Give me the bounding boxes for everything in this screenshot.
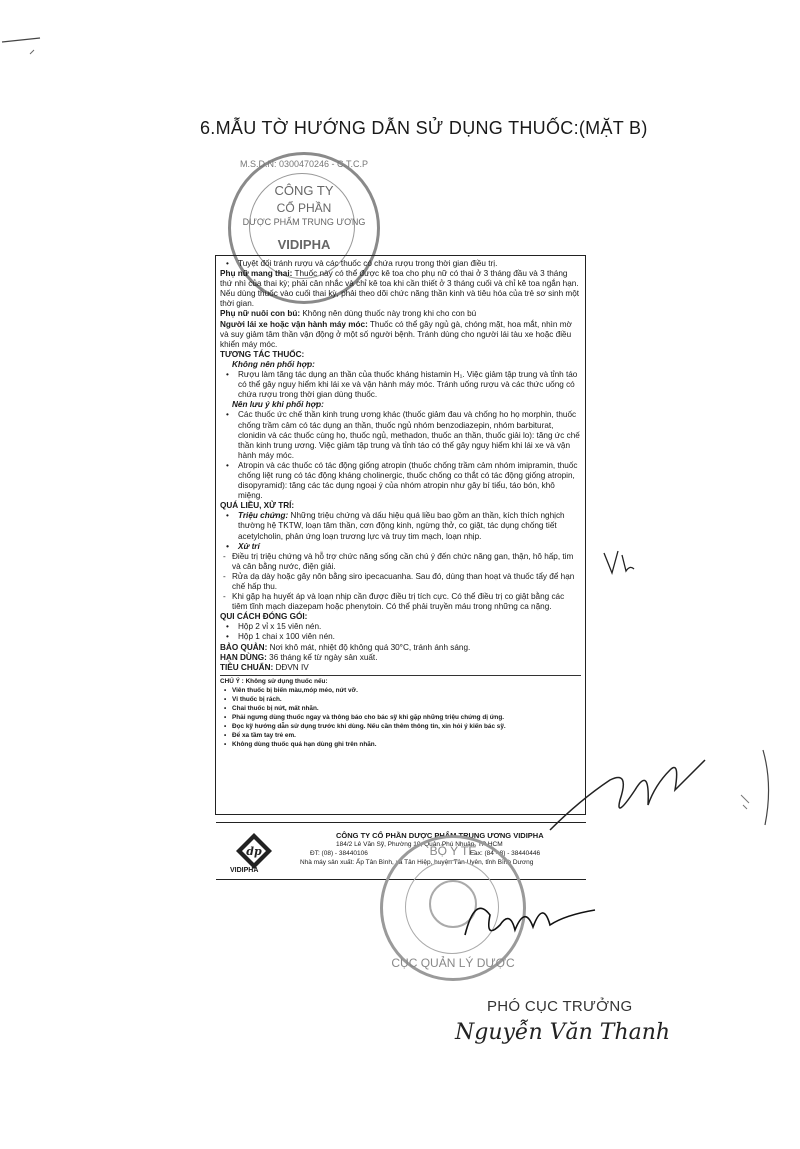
standard-label: TIÊU CHUẨN: [220,662,274,672]
pregnant-paragraph [220,269,581,309]
treatment-item-1: - Điều trị triệu chứng và hỗ trợ chức năng sống cần chú ý đến chức năng gan, thận, hô hấp, tim và cân bằng nước, điện giải. [220,552,581,572]
company-address: 184/2 Lê Văn Sỹ, Phường 10, Quận Phú Nhuận, TP HCM [336,841,503,848]
stamp-line-3: DƯỢC PHẨM TRUNG ƯƠNG [242,217,366,227]
caution-item-2: • Atropin và các thuốc có tác động giống atropin (thuốc chống trầm cảm nhóm imipramin, thuốc chống liệt rung có tác động kháng cholinergic, thuốc chống co thắt có tác động giống atropin, disopyramid): tăng các tác dụng ngoại ý của nhóm atropin như gây bí tiểu, táo bón, khô miệng. [220,461,581,501]
pregnant-label: Phụ nữ mang thai: [220,269,293,279]
standard-text: DĐVN IV [273,662,309,672]
company-fax: Fax: (84 - 8) - 38440446 [470,850,541,857]
driver-text: Thuốc có thể gây ngủ gà, chóng mặt, hoa mắt, nhìn mờ và suy giảm tâm thần vận động ở một số người bệnh. Tránh dùng cho người lái tàu xe hoặc điều khiển máy móc. [220,319,572,349]
nursing-text: Không nên dùng thuốc này trong khi cho con bú [300,309,477,319]
overdose-heading: QUÁ LIỀU, XỬ TRÍ: [220,501,295,511]
packaging-item-2: • Hộp 1 chai x 100 viên nén. [220,632,581,642]
caution-heading: Nên lưu ý khi phối hợp: [232,400,324,410]
avoid-heading: Không nên phối hợp: [232,359,315,369]
packaging-item-1: • Hộp 2 vỉ x 15 viên nén. [220,622,581,632]
company-phone: ĐT: (08) - 38440106 [310,850,368,857]
official-signature [455,885,605,955]
leaflet-alcohol-note: • Tuyệt đối tránh rượu và các thuốc có chứa rượu trong thời gian điều trị. [220,259,581,269]
interactions-heading: TƯƠNG TÁC THUỐC: [220,349,305,359]
stamp-line-1: CÔNG TY [274,183,334,198]
note-item: • Chai thuốc bị nứt, mất nhãn. [220,704,581,713]
note-item: • Để xa tầm tay trẻ em. [220,731,581,740]
standard-line [220,663,581,673]
svg-text:dp: dp [246,845,262,858]
storage-label: BẢO QUẢN: [220,642,268,652]
avoid-item-1: • Rượu làm tăng tác dụng an thần của thuốc kháng histamin H₁. Việc giảm tập trung và tỉnh táo có thể gây nguy hiểm khi lái xe và vận hành máy móc. Tránh uống rượu và các thức uống có chứa rượu trong thời gian dùng thuốc. [220,370,581,400]
driver-label: Người lái xe hoặc vận hành máy móc: [220,319,368,329]
expiry-label: HẠN DÙNG: [220,652,267,662]
caution-item-1: • Các thuốc ức chế thần kinh trung ương khác (thuốc giảm đau và chống ho họ morphin, thuốc chống trầm cảm có tác dụng an thần, thuốc ngủ nhóm benzodiazepin, nhóm barbiturat, clonidin và các thuốc cùng họ, thuốc ngủ, methadon, thuốc an thần, thuốc giải lo): tăng ức chế thần kinh trung ương. Việc giảm tập trung và tỉnh táo có thể gây nguy hiểm khi lái xe và vận hành máy móc. [220,410,581,460]
note-heading: CHÚ Ý : Không sử dụng thuốc nếu: [220,675,581,686]
scan-mark [0,20,60,60]
expiry-line [220,653,581,663]
treatment-item-3: - Khi gặp hạ huyết áp và loạn nhịp cần được điều trị tích cực. Có thể điều trị co giật bằng các tiêm tĩnh mạch diazepam hoặc phenytoin. Có thể phải truyền máu trong những ca nặng. [220,592,581,612]
signatory-name: Nguyễn Văn Thanh [455,1020,671,1045]
margin-initials [600,545,640,580]
signature-title: PHÓ CỤC TRƯỞNG [487,998,633,1015]
vidipha-logo-icon [234,831,274,871]
nursing-label: Phụ nữ nuôi con bú: [220,309,301,319]
nursing-paragraph [220,309,581,319]
packaging-heading: QUI CÁCH ĐÓNG GÓI: [220,612,308,622]
stamp-line-2: CỔ PHẦN [276,201,332,215]
driver-paragraph [220,320,581,350]
note-item: • Đọc kỹ hướng dẫn sử dụng trước khi dùng. Nếu cần thêm thông tin, xin hỏi ý kiến bác sỹ. [220,722,581,731]
pregnant-text: Thuốc này có thể được kê toa cho phụ nữ có thai ở 3 tháng đầu và 3 tháng thứ nhì của thai kỳ; phải cân nhắc và chỉ kê toa khi cần thiết ở 3 tháng cuối và chỉ kê toa ngắn hạn. Nếu dùng thuốc vào cuối thai kỳ, phải theo dõi chức năng thần kinh và tiêu hóa của trẻ sơ sinh một thời gian. [220,269,580,309]
note-item: • Phải ngưng dùng thuốc ngay và thông báo cho bác sỹ khi gặp những triệu chứng dị ứng. [220,713,581,722]
symptoms-text: Những triệu chứng và dấu hiệu quá liều bao gồm an thần, kích thích nghịch thường hệ TKTW, loạn tâm thần, cơn động kinh, ngừng thở, co giật, tác dụng chống tiết acetylcholin, phản ứng loạn trương lực và truy tim mạch, loạn nhịp. [238,511,565,541]
company-factory: Nhà máy sản xuất: Ấp Tân Bình, xã Tân Hiệp, huyện Tân Uyên, tỉnh Bình Dương [300,859,534,866]
treatment-label: • Xử trí [220,542,581,552]
expiry-text: 36 tháng kể từ ngày sản xuất. [266,652,378,662]
note-item: • Viên thuốc bị biến màu,móp méo, nứt vỡ. [220,686,581,695]
approval-signature [540,730,710,850]
symptoms-paragraph [220,511,581,541]
stamp-arc-text: M.S.D.N: 0300470246 - C.T.C.P [239,159,369,169]
treatment-item-2: - Rửa dạ dày hoặc gây nôn bằng siro ipecacuanha. Sau đó, dùng than hoạt và thuốc tẩy để hạn chế hấp thu. [220,572,581,592]
ministry-stamp-bottom: CỤC QUẢN LÝ DƯỢC [391,956,515,970]
note-item: • Không dùng thuốc quá hạn dùng ghi trên nhãn. [220,740,581,749]
leaflet-box [215,255,586,815]
storage-text: Nơi khô mát, nhiệt độ không quá 30°C, tránh ánh sáng. [267,642,471,652]
stamp-line-4: VIDIPHA [277,237,331,252]
edge-mark [735,745,775,835]
company-name: CÔNG TY CỔ PHẦN DƯỢC PHẨM TRUNG ƯƠNG VIDIPHA [336,831,544,840]
logo-text: VIDIPHA [230,867,259,874]
note-item: • Vỉ thuốc bị rách. [220,695,581,704]
storage-line [220,643,581,653]
symptoms-label: Triệu chứng: [238,511,289,521]
ministry-stamp-top: BỘ Y TẾ [429,844,477,858]
page-title: 6.MẪU TỜ HƯỚNG DẪN SỬ DỤNG THUỐC:(MẶT B) [200,118,648,138]
